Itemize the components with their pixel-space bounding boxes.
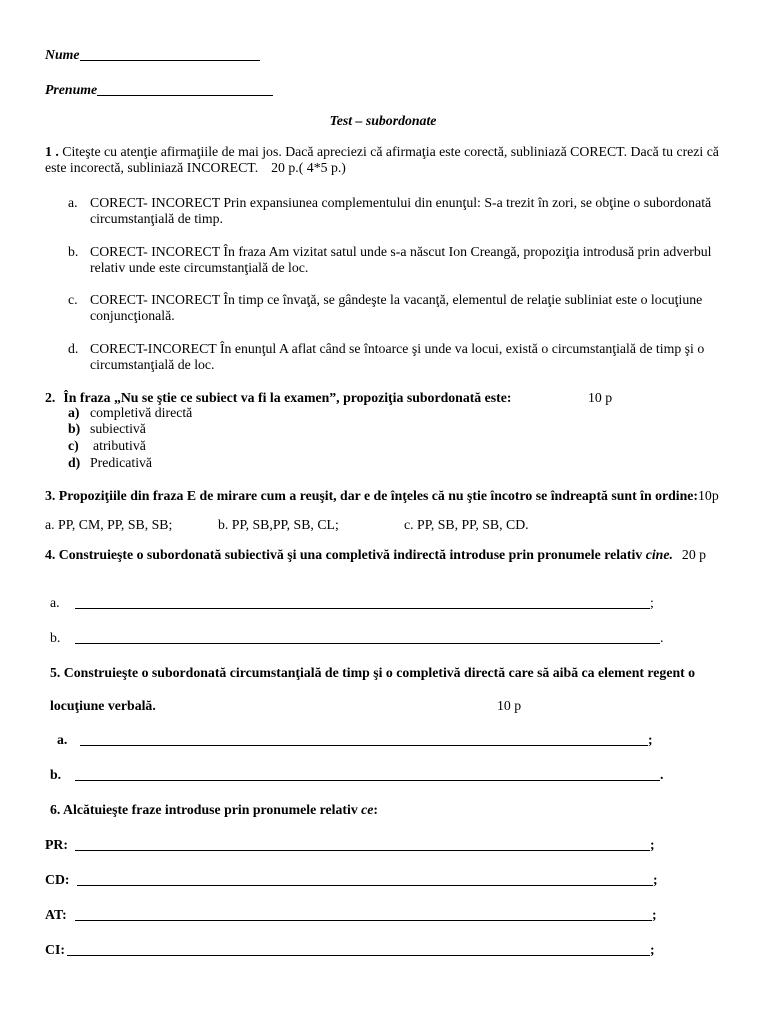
option-letter: d) (68, 454, 81, 470)
item-text: CORECT- INCORECT Prin expansiunea complementului din enunţul: S-a trezit în zori, se obţine o subordonată circumstanţială de timp. (90, 195, 712, 226)
surname-label: Prenume (45, 82, 98, 97)
answer-end-punctuation: ; (652, 906, 657, 922)
answer-end-punctuation: . (660, 629, 664, 645)
question-keyword: cine. (645, 546, 673, 562)
answer-end-punctuation: . (660, 766, 664, 782)
q5-answer-a (57, 732, 735, 748)
surname-blank-line (97, 95, 273, 96)
q3-option-b: b. PP, SB,PP, SB, CL; (218, 516, 339, 532)
question-text: 5. Construieşte o subordonată circumstanţială de timp şi o completivă directă care să aibă ca element regent o locuţiune verbală. (50, 665, 696, 714)
question-text: 3. Propoziţiile din fraza E de mirare cum a reuşit, dar e de înţeles că nu ştie încotro se îndreaptă sunt în ordine: (45, 487, 699, 503)
q1-item-c (45, 292, 735, 324)
item-text: CORECT- INCORECT În timp ce învaţă, se gândeşte la vacanţă, elementul de relaţie subliniat este o locuţiune conjuncţională. (90, 292, 703, 323)
q6-answer-at (45, 907, 735, 923)
q3-option-a: a. PP, CM, PP, SB, SB; (45, 516, 173, 532)
q1-item-b (45, 244, 735, 276)
answer-label: a. (50, 594, 60, 610)
answer-label: b. (50, 766, 62, 782)
question-suffix: : (373, 801, 379, 817)
answer-end-punctuation: ; (650, 836, 655, 852)
q4-answer-a (50, 595, 735, 611)
item-letter: b. (68, 243, 79, 259)
name-label: Nume (45, 47, 80, 62)
answer-end-punctuation: ; (648, 731, 653, 747)
option-text: Predicativă (90, 454, 153, 470)
question-6-prompt (50, 802, 735, 818)
answer-label: CD: (45, 871, 70, 887)
answer-label: PR: (45, 836, 68, 852)
option-letter: a) (68, 404, 80, 420)
answer-blank-line (75, 643, 660, 644)
answer-end-punctuation: ; (653, 871, 658, 887)
surname-field (45, 82, 735, 98)
name-blank-line (80, 60, 260, 61)
question-points: 10 p (497, 698, 522, 714)
q6-answer-pr (45, 837, 735, 853)
question-number: 1 . (45, 144, 59, 159)
name-field (45, 47, 735, 63)
q2-option-c (45, 438, 735, 455)
item-text: CORECT-INCORECT În enunţul A aflat când se întoarce şi unde va locui, există o circumstanţială de timp şi o circumstanţială de loc. (90, 340, 705, 372)
question-1-instruction (45, 144, 735, 176)
option-text: atributivă (93, 437, 146, 453)
q1-item-a (45, 195, 735, 227)
answer-blank-line (75, 780, 660, 781)
option-text: subiectivă (90, 421, 146, 437)
question-3-options (45, 517, 735, 533)
answer-label: AT: (45, 906, 67, 922)
question-keyword: ce (361, 801, 374, 817)
item-letter: a. (68, 195, 78, 210)
question-5-prompt (50, 656, 735, 722)
answer-blank-line (75, 920, 652, 921)
question-text: În fraza „Nu se ştie ce subiect va fi la examen”, propoziţia subordonată este: (63, 389, 512, 405)
answer-blank-line (75, 850, 650, 851)
q3-option-c: c. PP, SB, PP, SB, CD. (404, 516, 529, 532)
question-2-prompt (45, 390, 735, 406)
test-title: Test – subordonate (329, 113, 437, 128)
question-text: 4. Construieşte o subordonată subiectivă şi una completivă indirectă introduse prin pronumele relativ (45, 546, 643, 562)
answer-blank-line (75, 608, 650, 609)
q6-answer-cd (45, 872, 735, 888)
answer-label: a. (57, 731, 68, 747)
answer-label: CI: (45, 941, 65, 957)
q2-option-b (45, 421, 735, 438)
q2-option-a (45, 405, 735, 422)
answer-end-punctuation: ; (650, 941, 655, 957)
q4-answer-b (50, 630, 735, 646)
question-points: 10 p (588, 389, 613, 405)
item-text: CORECT- INCORECT În fraza Am vizitat satul unde s-a născut Ion Creangă, propoziţia introdusă prin adverbul relativ unde este circumstanţială de loc. (90, 243, 712, 275)
answer-blank-line (67, 955, 650, 956)
question-text: 6. Alcătuieşte fraze introduse prin pronumele relativ (50, 801, 358, 817)
item-letter: d. (68, 340, 79, 356)
q1-item-d (45, 341, 735, 373)
answer-end-punctuation: ; (650, 594, 654, 610)
question-3-prompt (45, 488, 735, 504)
option-letter: b) (68, 421, 81, 437)
answer-blank-line (77, 885, 653, 886)
item-letter: c. (68, 292, 78, 307)
answer-blank-line (80, 745, 648, 746)
question-points: 10p (698, 487, 719, 503)
question-text: Citeşte cu atenţie afirmaţiile de mai jos. Dacă apreciezi că afirmaţia este corectă, subliniază CORECT. Dacă tu crezi că este incorectă, subliniază INCORECT. (45, 144, 719, 175)
question-2-options (45, 405, 735, 472)
question-points: 20 p.( 4*5 p.) (271, 160, 346, 175)
question-number: 2. (45, 389, 56, 405)
q5-answer-b (50, 767, 735, 783)
answer-label: b. (50, 629, 61, 645)
question-points: 20 p (681, 546, 707, 562)
q6-answer-ci (45, 942, 735, 958)
option-letter: c) (68, 437, 79, 453)
q2-option-d (45, 455, 735, 472)
question-4-prompt (45, 547, 735, 563)
option-text: completivă directă (90, 404, 193, 420)
